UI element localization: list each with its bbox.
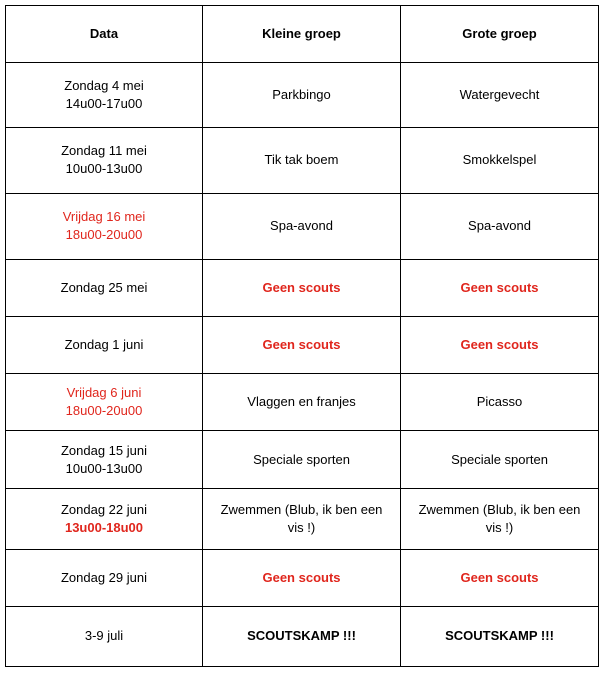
- time-text: 10u00-13u00: [65, 460, 143, 476]
- grote-groep-cell: Spa-avond: [401, 193, 599, 259]
- kleine-groep-cell: Geen scouts: [203, 259, 401, 316]
- table-row: [6, 606, 599, 666]
- date-cell: Zondag 25 mei: [6, 259, 203, 316]
- time-text: 10u00-13u00: [65, 161, 143, 177]
- grote-groep-cell: Geen scouts: [401, 316, 599, 373]
- table-row: [6, 316, 599, 373]
- date-text: Vrijdag 6 juni: [66, 385, 142, 401]
- header-grote-groep: Grote groep: [401, 6, 599, 63]
- grote-groep-cell: Smokkelspel: [401, 128, 599, 193]
- date-text: Vrijdag 16 mei: [62, 209, 146, 225]
- time-text: 18u00-20u00: [65, 227, 143, 243]
- grote-groep-cell: Geen scouts: [401, 549, 599, 606]
- time-text: 18u00-20u00: [65, 403, 143, 419]
- grote-groep-cell: SCOUTSKAMP !!!: [401, 606, 599, 666]
- date-cell: [6, 431, 203, 489]
- table-row: [6, 549, 599, 606]
- table-row: [6, 193, 599, 259]
- date-cell: Zondag 1 juni: [6, 316, 203, 373]
- table-row: [6, 63, 599, 128]
- time-text: 14u00-17u00: [65, 96, 143, 112]
- date-cell: [6, 193, 203, 259]
- date-cell: [6, 489, 203, 549]
- date-cell: 3-9 juli: [6, 606, 203, 666]
- table-row: [6, 259, 599, 316]
- date-cell: [6, 374, 203, 431]
- header-data: Data: [6, 6, 203, 63]
- kleine-groep-cell: Geen scouts: [203, 316, 401, 373]
- table-row: [6, 431, 599, 489]
- grote-groep-cell: Picasso: [401, 374, 599, 431]
- kleine-groep-cell: Zwemmen (Blub, ik ben een vis !): [203, 489, 401, 549]
- date-text: Zondag 4 mei: [64, 78, 144, 94]
- kleine-groep-cell: Parkbingo: [203, 63, 401, 128]
- table-row: [6, 489, 599, 549]
- kleine-groep-cell: Tik tak boem: [203, 128, 401, 193]
- kleine-groep-cell: Spa-avond: [203, 193, 401, 259]
- kleine-groep-cell: Vlaggen en franjes: [203, 374, 401, 431]
- date-text: Zondag 11 mei: [61, 143, 147, 159]
- kleine-groep-cell: Speciale sporten: [203, 431, 401, 489]
- date-cell: [6, 128, 203, 193]
- kleine-groep-cell: Geen scouts: [203, 549, 401, 606]
- kleine-groep-cell: SCOUTSKAMP !!!: [203, 606, 401, 666]
- header-kleine-groep: Kleine groep: [203, 6, 401, 63]
- table-row: [6, 374, 599, 431]
- table-row: [6, 128, 599, 193]
- grote-groep-cell: Watergevecht: [401, 63, 599, 128]
- date-text: Zondag 15 juni: [60, 442, 147, 458]
- grote-groep-cell: Geen scouts: [401, 259, 599, 316]
- grote-groep-cell: Zwemmen (Blub, ik ben een vis !): [401, 489, 599, 549]
- date-cell: [6, 63, 203, 128]
- header-row: [6, 6, 599, 63]
- grote-groep-cell: Speciale sporten: [401, 431, 599, 489]
- date-cell: Zondag 29 juni: [6, 549, 203, 606]
- schedule-table: [5, 5, 599, 667]
- date-text: Zondag 22 juni: [60, 502, 147, 517]
- time-text: 13u00-18u00: [64, 520, 144, 535]
